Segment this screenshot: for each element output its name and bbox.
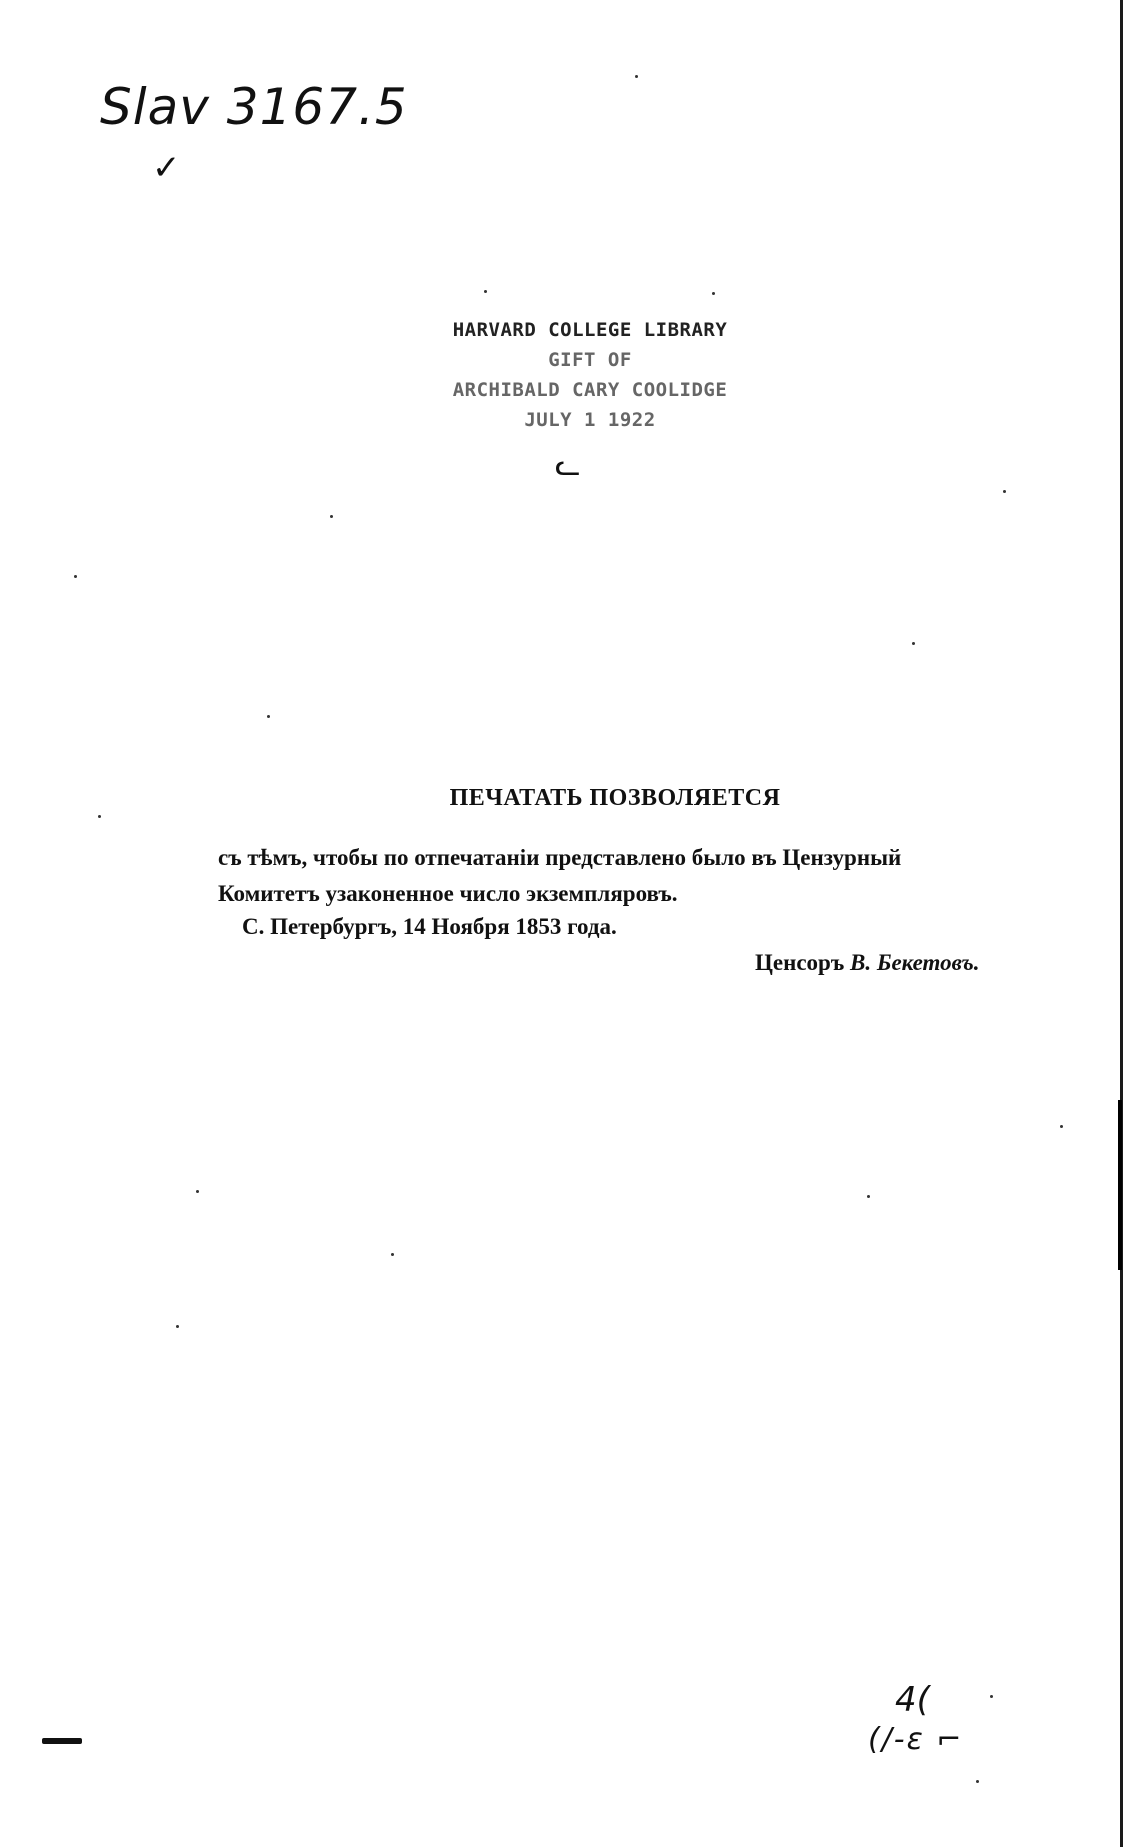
handwritten-stamp-mark: ᓚ — [555, 448, 581, 483]
scan-speck — [635, 75, 638, 78]
censor-signature-line — [755, 950, 979, 976]
scan-speck — [1060, 1125, 1063, 1128]
scan-speck — [391, 1253, 394, 1256]
scan-speck — [1003, 490, 1006, 493]
censor-label: Ценсоръ — [755, 950, 845, 975]
scan-edge-shadow — [1118, 1100, 1122, 1270]
approval-paragraph — [218, 840, 1063, 912]
handwritten-check-mark: ✓ — [152, 148, 181, 188]
scan-speck — [267, 715, 270, 718]
library-stamp — [400, 315, 780, 435]
handwritten-number-top: 4( — [895, 1680, 930, 1720]
stamp-line-date: JULY 1 1922 — [524, 409, 656, 431]
approval-line-1: съ тѣмъ, чтобы по отпечатаніи представлено было въ Цензурный — [218, 845, 902, 870]
stamp-line-library: HARVARD COLLEGE LIBRARY — [452, 319, 728, 341]
censor-name: В. Бекетовъ. — [850, 950, 980, 975]
scan-edge-line — [1120, 0, 1123, 1847]
scan-speck — [484, 290, 487, 293]
scan-speck — [74, 575, 77, 578]
place-and-date: С. Петербургъ, 14 Ноября 1853 года. — [242, 914, 617, 939]
handwritten-number-bottom: (/-ε ⌐ — [868, 1722, 964, 1757]
approval-line-2: Комитетъ узаконенное число экземпляровъ. — [218, 881, 678, 906]
scan-speck — [712, 292, 715, 295]
scan-margin-mark — [42, 1738, 82, 1744]
scan-speck — [330, 515, 333, 518]
stamp-line-gift: GIFT OF — [548, 349, 632, 371]
scan-speck — [176, 1325, 179, 1328]
scan-speck — [867, 1195, 870, 1198]
scan-speck — [98, 815, 101, 818]
scan-speck — [912, 642, 915, 645]
scan-speck — [990, 1695, 993, 1698]
scan-speck — [976, 1780, 979, 1783]
handwritten-shelfmark: Slav 3167.5 — [100, 78, 408, 136]
approval-heading: ПЕЧАТАТЬ ПОЗВОЛЯЕТСЯ — [449, 785, 781, 811]
stamp-line-donor: ARCHIBALD CARY COOLIDGE — [452, 379, 728, 401]
scan-speck — [196, 1190, 199, 1193]
